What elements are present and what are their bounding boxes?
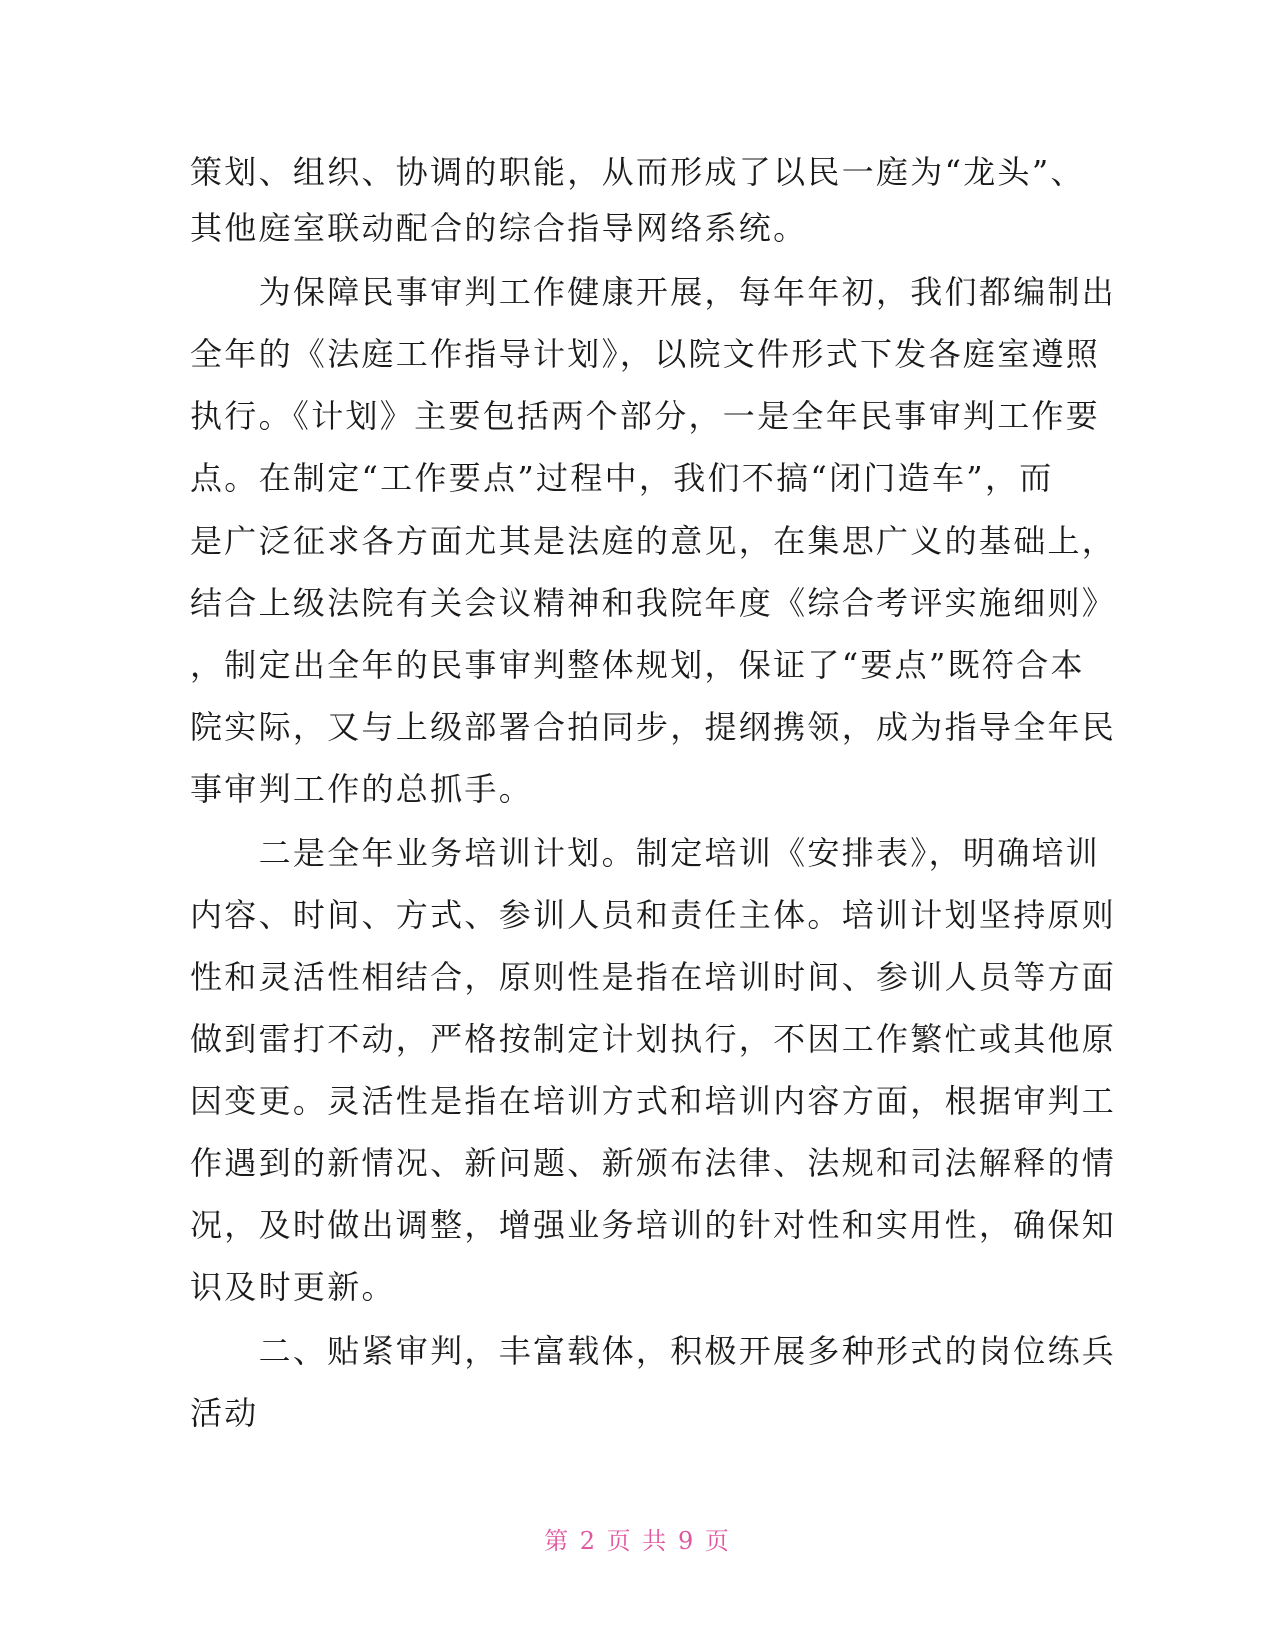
text-line: 结合上级法院有关会议精神和我院年度《综合考评实施细则》 (190, 584, 1117, 622)
text-line: 全年的《法庭工作指导计划》，以院文件形式下发各庭室遵照 (190, 335, 1101, 373)
text-line: 策划、组织、协调的职能，从而形成了以民一庭为“龙头”、 (190, 153, 1085, 191)
text-line: 执行。《计划》主要包括两个部分，一是全年民事审判工作要 (190, 397, 1101, 435)
text-line: 二是全年业务培训计划。制定培训《安排表》，明确培训 (190, 834, 1101, 872)
text-line: 况，及时做出调整，增强业务培训的针对性和实用性，确保知 (190, 1206, 1117, 1244)
text-line: 因变更。灵活性是指在培训方式和培训内容方面，根据审判工 (190, 1082, 1117, 1120)
page-number-footer: 第 2 页 共 9 页 (544, 1527, 731, 1555)
text-line: 性和灵活性相结合，原则性是指在培训时间、参训人员等方面 (190, 958, 1117, 996)
text-line: 作遇到的新情况、新问题、新颁布法律、法规和司法解释的情 (190, 1144, 1117, 1182)
text-line: 做到雷打不动，严格按制定计划执行，不因工作繁忙或其他原 (190, 1020, 1117, 1058)
text-line: 二、贴紧审判，丰富载体，积极开展多种形式的岗位练兵 (190, 1332, 1117, 1370)
text-line: 院实际，又与上级部署合拍同步，提纲携领，成为指导全年民 (190, 708, 1117, 746)
text-line: 其他庭室联动配合的综合指导网络系统。 (190, 209, 808, 247)
text-line: 点。在制定“工作要点”过程中，我们不搞“闭门造车”，而 (190, 459, 1054, 497)
text-line: 识及时更新。 (190, 1268, 396, 1306)
text-line: 内容、时间、方式、参训人员和责任主体。培训计划坚持原则 (190, 896, 1117, 934)
text-line: 为保障民事审判工作健康开展，每年年初，我们都编制出 (190, 273, 1117, 311)
text-line: 事审判工作的总抓手。 (190, 770, 534, 808)
text-line: ，制定出全年的民事审判整体规划，保证了“要点”既符合本 (190, 646, 1085, 684)
text-line: 是广泛征求各方面尤其是法庭的意见，在集思广义的基础上， (190, 522, 1117, 560)
text-line: 活动 (190, 1394, 259, 1432)
